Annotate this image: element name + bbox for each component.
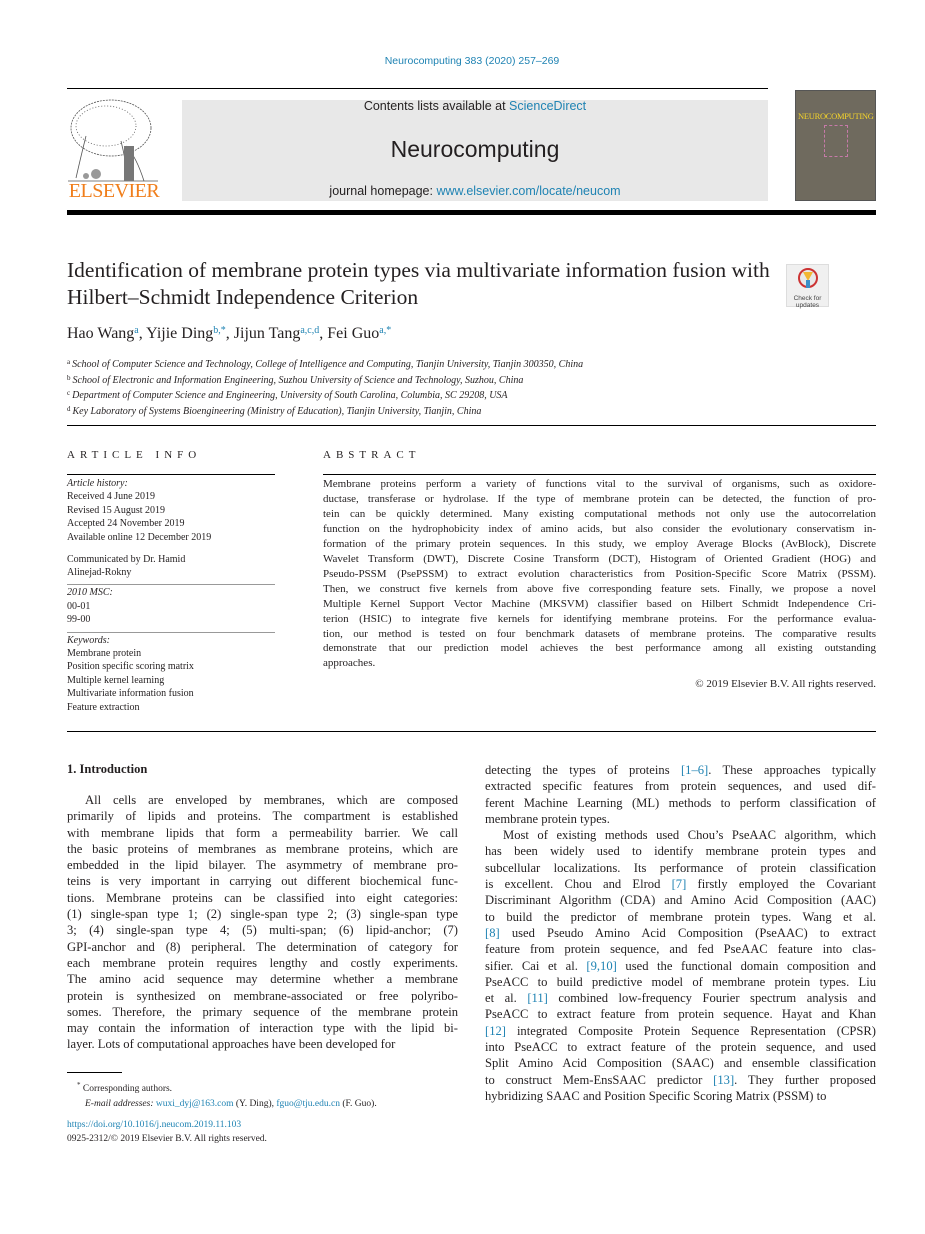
abstract-line: Then, we construct five kernels from above five corresponding feature sets. Finally, we propose a novel: [323, 582, 876, 595]
crossmark-label: Check for updates: [793, 295, 822, 309]
body-line: (1) single-span type 1; (2) single-span type 2; (3) single-span type: [67, 907, 458, 922]
affiliation-text: Department of Computer Science and Engineering, University of South Carolina, Columbia, SC 29208, USA: [72, 390, 508, 401]
divider: [67, 474, 275, 475]
section-heading-introduction: 1. Introduction: [67, 762, 148, 776]
crossmark-icon: [798, 268, 818, 290]
divider: [323, 474, 876, 475]
author-affiliation-mark[interactable]: b,*: [213, 325, 226, 336]
affiliation-text: Key Laboratory of Systems Bioengineering (Ministry of Education), Tianjin University, Tianjin, China: [72, 405, 482, 417]
body-line: Discriminant Algorithm (CDA) and Amino Acid Composition (AAC): [485, 893, 876, 908]
history-date: Available online 12 December 2019: [67, 531, 212, 543]
contents-line: [182, 99, 768, 113]
keyword: Feature extraction: [67, 701, 140, 713]
homepage-link[interactable]: www.elsevier.com/locate/neucom: [436, 184, 621, 198]
body-line: PseACC to build predictive model of membrane protein types. Liu: [485, 974, 876, 989]
abstract-line: Multiple Kernel Support Vector Machine (MKSVM) classifier based on Hilbert Schmidt Independence Cri-: [323, 597, 876, 610]
affiliation: [67, 356, 583, 372]
keyword: Membrane protein: [67, 647, 142, 659]
email-owner: (F. Guo).: [342, 1099, 377, 1110]
body-line: is excellent. Chou and Elrod [7] firstly employed the Covariant: [485, 877, 876, 892]
affiliation-mark: c: [67, 389, 71, 397]
affiliation: [67, 387, 583, 403]
article-title: Identification of membrane protein types via multivariate information fusion with Hilbert–Schmidt Independence Criterion: [67, 258, 770, 309]
abstract-line: Wavelet Transform (DWT), Discrete Cosine Transform (DCT), Histogram of Oriented Gradient (HOG) and: [323, 552, 876, 565]
body-line: may contain the information of interaction type with the lipid bi-: [67, 1021, 458, 1036]
body-line: embedded in the lipid bilayer. The asymmetry of membrane pro-: [67, 858, 458, 873]
cover-title: NEUROCOMPUTING: [798, 111, 874, 121]
body-line: Most of existing methods used Chou’s PseAAC algorithm, which: [503, 828, 876, 843]
body-line: subcellular localizations. Its performance of protein classification: [485, 860, 876, 875]
footnote-rule: [67, 1072, 122, 1073]
body-line: the basic proteins of membranes as membrane proteins, which are: [67, 841, 458, 856]
keyword: Position specific scoring matrix: [67, 661, 194, 673]
journal-name: Neurocomputing: [390, 136, 560, 162]
abstract-line: tion, our method is tested on four benchmark datasets of membrane proteins. The comparative results: [323, 627, 876, 640]
body-line: All cells are enveloped by membranes, which are composed: [85, 793, 458, 807]
body-line: into PseACC to extract feature of the protein sequence, and used: [485, 1040, 876, 1055]
citation-link[interactable]: [12]: [485, 1023, 506, 1038]
abstract-line: formation of the primary protein sequences. In this study, we employ Average Blocks (AvBlock), Discrete: [323, 537, 876, 550]
copyright: © 2019 Elsevier B.V. All rights reserved.: [695, 678, 876, 690]
footnotes: [67, 1078, 377, 1112]
author-list: Hao Wang$^a$, Yijie Ding$^{b,*}$, Jijun Tang$^{a,c,d}$, Fei Guo$^{a,*}$: [67, 325, 392, 342]
doi-link[interactable]: https://doi.org/10.1016/j.neucom.2019.11.103: [67, 1120, 242, 1130]
body-line: protein is synthesized on membrane-associated or free polyribo-: [67, 988, 458, 1003]
doi-block: [67, 1119, 267, 1146]
journal-reference-link[interactable]: Neurocomputing 383 (2020) 257–269: [384, 55, 560, 67]
citation-link[interactable]: [8]: [485, 925, 500, 940]
abstract-line: terion (HSIC) to integrate five kernels for identifying membrane proteins. For the performance evalua-: [323, 612, 876, 625]
cover-graphic: [824, 125, 848, 157]
history-date: Accepted 24 November 2019: [67, 518, 185, 530]
corresponding-note: Corresponding authors.: [82, 1084, 173, 1095]
body-line: hybridizing SAAC and Position Specific Scoring Matrix (PSSM) to: [485, 1088, 827, 1103]
article-info-heading: ARTICLE INFO: [67, 449, 202, 461]
body-line: has been widely used to identify membrane protein types and: [485, 844, 876, 859]
body-line: with membrane lipids that form a permeability barrier. We call: [67, 825, 458, 840]
affiliation: [67, 372, 583, 388]
divider: [67, 425, 876, 426]
body-line: primarily of lipids and proteins. The compartment is established: [67, 809, 458, 824]
abstract-line: ductase, transferase or hydrolase. If the type of membrane protein can be detected, the function of pro-: [323, 492, 876, 505]
msc-label: 2010 MSC:: [67, 587, 113, 599]
affiliation-mark: d: [67, 404, 71, 413]
communicated-by: Communicated by Dr. Hamid: [67, 553, 186, 565]
msc-code: 99-00: [67, 614, 91, 626]
crossmark-button[interactable]: [786, 264, 829, 307]
affiliation-list: [67, 356, 583, 418]
author-name: Fei Guo: [327, 325, 380, 342]
contents-prefix: Contents lists available at: [363, 99, 510, 113]
citation-link[interactable]: [9,10]: [586, 958, 617, 973]
keywords-label: Keywords:: [67, 634, 110, 646]
citation-link[interactable]: [11]: [527, 991, 548, 1006]
affiliation: [67, 403, 583, 419]
body-line: et al. [11] combined low-frequency Fourier spectrum analysis and: [485, 991, 876, 1006]
history-date: Received 4 June 2019: [67, 491, 156, 503]
abstract-line: tein can be quickly determined. Many existing computational methods not only use the autocorrelation: [323, 507, 876, 520]
author-affiliation-mark[interactable]: a,*: [379, 325, 392, 336]
divider: [67, 584, 275, 585]
body-line: detecting the types of proteins [1–6]. These approaches typically: [485, 763, 876, 777]
divider: [67, 731, 876, 732]
history-date: Revised 15 August 2019: [67, 504, 166, 516]
author-name: Jijun Tang: [233, 325, 301, 342]
body-line: to construct Mem-EnsSAAC predictor [13]. They further proposed: [485, 1072, 876, 1087]
body-line: to build the predictor of membrane protein types. Wang et al.: [485, 909, 876, 924]
keyword: Multivariate information fusion: [67, 688, 194, 700]
citation-link[interactable]: [13]: [713, 1072, 735, 1087]
body-column-right: [485, 762, 876, 1104]
author-affiliation-mark[interactable]: a: [134, 325, 139, 336]
body-line: extracted specific features from protein sequences, and used dif-: [485, 779, 876, 794]
body-line: somes. Therefore, the primary sequence of the membrane protein: [67, 1004, 458, 1019]
spacer: [67, 544, 275, 553]
body-line: feature from protein sequence, and fed PseAAC feature into clas-: [485, 942, 876, 957]
footnote-mark: *: [77, 1081, 81, 1089]
body-line: GPI-anchor and (8) peripheral. The determination of category for: [67, 939, 458, 954]
email-link-guo[interactable]: fguo@tju.edu.cn: [276, 1099, 340, 1110]
affiliation-text: School of Electronic and Information Engineering, Suzhou University of Science and Technology, Suzhou, China: [72, 374, 524, 386]
email-link-ding[interactable]: wuxi_dyj@163.com: [155, 1099, 234, 1110]
divider: [67, 632, 275, 633]
body-line: PseACC to extract feature from protein sequence. Hayat and Khan: [485, 1007, 876, 1022]
body-line: membrane protein types.: [485, 811, 610, 826]
affiliation-mark: a: [67, 358, 71, 366]
abstract-line: approaches.: [323, 657, 376, 670]
abstract-line: function on the hydrophobicity index of amino acids, but also consider the evolutionary conservatism in-: [323, 522, 876, 535]
citation-link[interactable]: [1–6]: [680, 763, 709, 777]
author-name: Hao Wang: [67, 325, 135, 342]
body-line: each membrane protein requires lengthy and costly experiments.: [67, 955, 458, 970]
sciencedirect-link[interactable]: ScienceDirect: [509, 99, 587, 113]
history-label: Article history:: [67, 478, 128, 489]
homepage-prefix: journal homepage:: [329, 184, 437, 198]
body-line: [12] integrated Composite Protein Sequence Representation (CPSR): [485, 1023, 876, 1038]
divider: [67, 88, 768, 89]
author-affiliation-mark[interactable]: a,c,d: [300, 325, 320, 336]
body-line: The amino acid sequence may determine whether a membrane: [67, 972, 458, 987]
email-owner: (Y. Ding),: [235, 1099, 274, 1110]
body-line: 3; (4) single-span type 4; (5) multi-span; (6) lipid-anchor; (7): [67, 923, 458, 938]
body-line: Split Amino Acid Composition (SAAC) and ensemble classification: [485, 1056, 876, 1071]
article-info: [67, 477, 275, 714]
msc-code: 00-01: [67, 600, 91, 612]
email-label: E-mail addresses:: [85, 1099, 154, 1110]
citation-link[interactable]: [7]: [671, 877, 687, 892]
keyword: Multiple kernel learning: [67, 674, 165, 686]
communicated-by: Alinejad-Rokny: [67, 566, 132, 578]
body-column-left: [67, 792, 458, 1053]
abstract-line: Membrane proteins perform a variety of functions vital to the survival of organisms, such as oxidore-: [323, 478, 876, 490]
abstract-text: [323, 477, 876, 671]
body-line: teins is very important in carrying out different biochemical func-: [67, 874, 458, 889]
body-line: layer. Lots of computational approaches have been developed for: [67, 1037, 396, 1052]
abstract-line: Pseudo-PSSM (PsePSSM) to extract evolution characteristics from Position-Specific Score Matrix (PSSM).: [323, 567, 876, 580]
issn-line: 0925-2312/© 2019 Elsevier B.V. All rights reserved.: [67, 1133, 267, 1144]
abstract-line: demonstrate that our prediction model achieves the best performance among all existing outstanding: [323, 642, 876, 655]
header-thick-rule: [67, 210, 876, 215]
body-line: tions. Membrane proteins can be classified into eight categories:: [67, 890, 458, 905]
homepage-line: [182, 184, 768, 198]
journal-cover-thumbnail[interactable]: [795, 90, 876, 201]
body-line: [8] used Pseudo Amino Acid Composition (PseAAC) to extract: [485, 925, 876, 940]
affiliation-mark: b: [67, 373, 71, 382]
affiliation-text: School of Computer Science and Technology, College of Intelligence and Computing, Tianjin University, Tianjin 300350, China: [72, 359, 584, 370]
elsevier-wordmark: ELSEVIER: [68, 180, 160, 202]
author-name: Yijie Ding: [146, 325, 214, 342]
abstract-heading: ABSTRACT: [323, 449, 421, 461]
body-line: ferent Machine Learning (ML) methods to perform classification of: [485, 795, 876, 810]
body-line: sifier. Cai et al. [9,10] used the functional domain composition and: [485, 958, 876, 973]
